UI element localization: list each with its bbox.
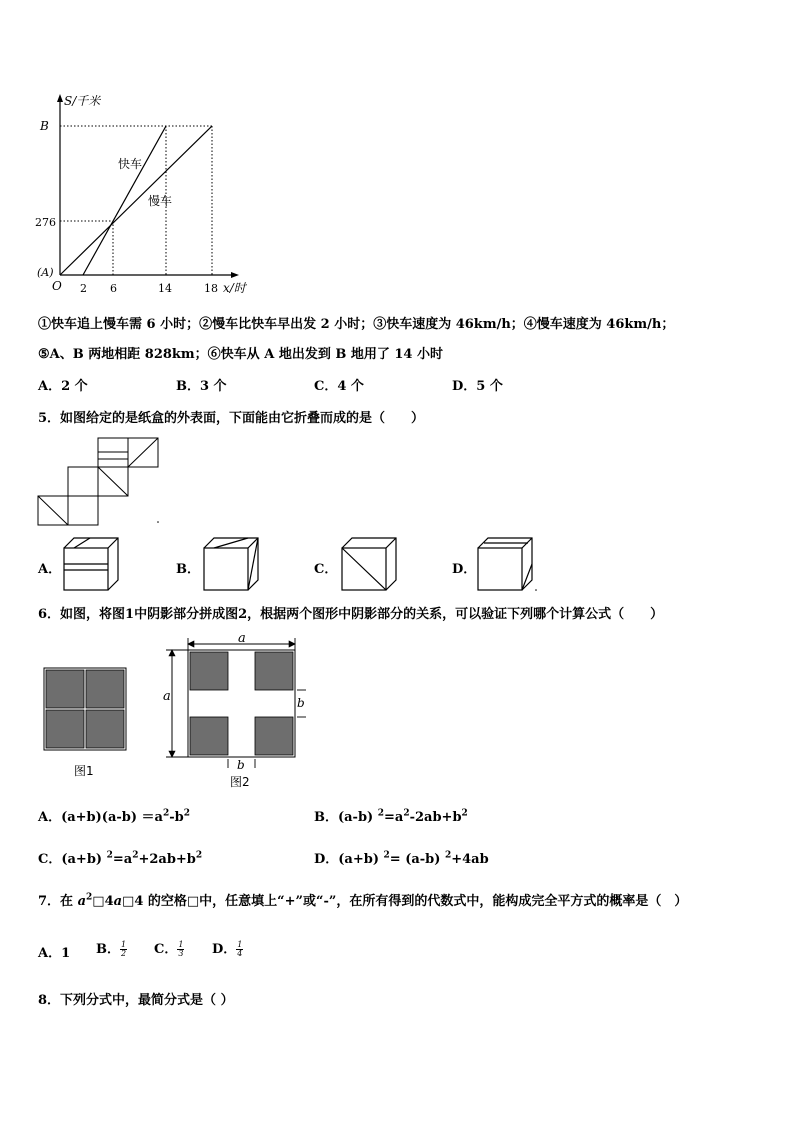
- q6-bottom-b-label: b: [237, 758, 245, 770]
- q5-option-a-cube[interactable]: [60, 534, 122, 594]
- y-tick-276: 276: [35, 216, 56, 229]
- x-tick-6: 6: [110, 282, 117, 295]
- q5-option-a-label[interactable]: A．: [38, 562, 62, 577]
- q5-option-b-label[interactable]: B．: [176, 562, 200, 577]
- q6-figure-2-caption: 图2: [230, 775, 250, 789]
- q6-option-b[interactable]: B．(a-b) $^2=a^2-2ab+b^2$: [314, 808, 468, 825]
- fast-car-label: 快车: [118, 157, 143, 171]
- q4-option-a[interactable]: A．2 个: [38, 379, 88, 394]
- q6-option-c[interactable]: C．(a+b) $^2=a^2+2ab+b^2$: [38, 850, 203, 867]
- q5-option-c-label[interactable]: C．: [314, 562, 338, 577]
- q6-option-d[interactable]: D．(a+b) $^2$= (a-b) $^2$+4ab: [314, 850, 489, 867]
- x-tick-2: 2: [80, 282, 87, 295]
- q5-option-b-cube[interactable]: [200, 534, 262, 594]
- q4-statements-line2: ⑤A、B 两地相距 828km；⑥快车从 A 地出发到 B 地用了 14 小时: [38, 347, 443, 362]
- q4-option-d[interactable]: D．5 个: [452, 379, 503, 394]
- q6-left-a-label: a: [163, 689, 171, 704]
- q7-option-a[interactable]: A．1: [38, 946, 71, 961]
- a-label: (A): [37, 266, 54, 279]
- q5-stem: 5．如图给定的是纸盒的外表面，下面能由它折叠而成的是（ ）: [38, 411, 425, 426]
- q6-right-b-label: b: [297, 696, 305, 710]
- q5-option-c-cube[interactable]: [338, 534, 400, 594]
- q4-option-c[interactable]: C．4 个: [314, 379, 364, 394]
- origin-label: O: [52, 279, 62, 293]
- q4-statements-line1: ①快车追上慢车需 6 小时；②慢车比快车早出发 2 小时；③快车速度为 46km/h；④慢车速度为 46km/h；: [38, 317, 675, 332]
- b-label: B: [40, 119, 49, 133]
- q6-top-a-label: a: [238, 631, 246, 646]
- distance-time-graph: [30, 90, 260, 300]
- q7-option-b[interactable]: B． $\frac{1}{2}$: [96, 940, 127, 958]
- q7-stem: 7．在 $a^2□4a□4$ 的空格□中，任意填上“+”或“-”，在所有得到的代数式中，能构成完全平方式的概率是（ ）: [38, 892, 688, 909]
- x-axis-label: x/时: [223, 281, 246, 295]
- x-tick-14: 14: [158, 282, 172, 295]
- q7-option-c[interactable]: C． $\frac{1}{3}$: [154, 940, 184, 958]
- q5-option-d-label[interactable]: D．: [452, 562, 477, 577]
- q6-figure-1-caption: 图1: [74, 764, 94, 778]
- x-tick-18: 18: [204, 282, 218, 295]
- box-net-figure: [36, 436, 166, 528]
- q6-stem: 6．如图，将图1中阴影部分拼成图2，根据两个图形中阴影部分的关系，可以验证下列哪个计算公式（ ）: [38, 607, 664, 622]
- q8-stem: 8．下列分式中，最简分式是（ ）: [38, 993, 234, 1008]
- q7-option-d[interactable]: D． $\frac{1}{4}$: [212, 940, 243, 958]
- slow-car-label: 慢车: [148, 194, 173, 208]
- slow-car-line: [60, 126, 212, 275]
- q4-option-b[interactable]: B．3 个: [176, 379, 227, 394]
- q5-option-d-cube[interactable]: [474, 534, 540, 594]
- q6-option-a[interactable]: A．$(a+b)(a-b) =a^2-b^2$: [38, 808, 190, 825]
- q6-figure-1: [40, 664, 130, 754]
- q6-figure-2: [158, 630, 318, 770]
- y-axis-label: S/千米: [64, 94, 101, 108]
